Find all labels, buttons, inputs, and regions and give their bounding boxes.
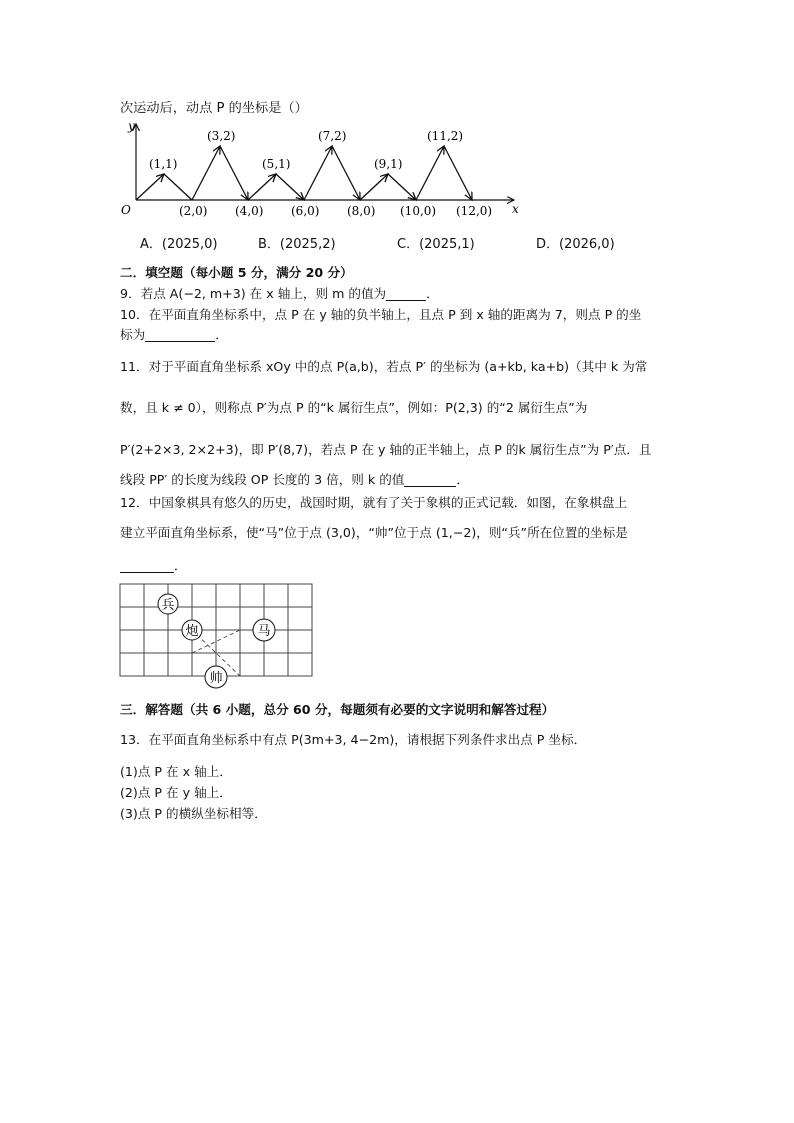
question-9-text: 9．若点 A(−2, m+3) 在 x 轴上，则 m 的值为 <box>120 286 387 301</box>
peak-label: (1,1) <box>149 157 178 171</box>
option-c[interactable]: C．(2025,1) <box>397 237 475 252</box>
bottom-label: (2,0) <box>179 204 208 218</box>
question-8-tail: 次运动后，动点 P 的坐标是（） <box>120 101 308 116</box>
option-b[interactable]: B．(2025,2) <box>258 237 336 252</box>
x-axis-label: x <box>512 202 519 216</box>
question-11-text: 线段 PP′ 的长度为线段 OP 长度的 3 倍，则 k 的值 <box>120 472 405 487</box>
option-d[interactable]: D．(2026,0) <box>536 237 615 252</box>
peak-label: (9,1) <box>374 157 403 171</box>
answer-blank[interactable] <box>120 558 174 573</box>
origin-label: O <box>121 203 131 217</box>
piece-ma-label: 马 <box>257 624 271 639</box>
question-12-line-2: 建立平面直角坐标系，使“马”位于点 (3,0)，“帅”位于点 (1,−2)，则“兵”所在位置的坐标是 <box>120 525 628 540</box>
bottom-label: (12,0) <box>456 204 493 218</box>
question-11-line-2: 数，且 k ≠ 0），则称点 P′为点 P 的“k 属衍生点”，例如：P(2,3) 的“2 属衍生点”为 <box>120 400 588 415</box>
zigzag-figure <box>118 118 538 228</box>
section-2-heading: 二．填空题（每小题 5 分，满分 20 分） <box>120 265 353 280</box>
question-10-line-2 <box>120 326 228 344</box>
answer-blank[interactable] <box>145 327 215 342</box>
question-13-part-2: (2)点 P 在 y 轴上． <box>120 785 232 800</box>
question-9 <box>120 285 439 303</box>
chess-board-figure <box>118 580 318 692</box>
question-10-end: ． <box>215 327 228 342</box>
question-10-text: 标为 <box>120 327 146 342</box>
question-13-part-3: (3)点 P 的横纵坐标相等． <box>120 806 267 821</box>
y-axis-label: y <box>128 119 135 133</box>
peak-label: (11,2) <box>427 129 464 143</box>
answer-options <box>140 233 660 251</box>
question-11-line-3: P′(2+2×3, 2×2+3)，即 P′(8,7)，若点 P 在 y 轴的正半轴上，点 P 的k 属衍生点”为 P′点．且 <box>120 442 652 457</box>
piece-shuai-label: 帅 <box>209 671 223 686</box>
zigzag-path <box>136 146 472 200</box>
piece-bing <box>158 594 178 614</box>
piece-pao-label: 炮 <box>185 624 199 639</box>
question-11-end: ． <box>456 472 469 487</box>
bottom-labels <box>179 204 492 218</box>
question-13-part-1: (1)点 P 在 x 轴上． <box>120 764 232 779</box>
peak-label: (7,2) <box>318 129 347 143</box>
bottom-label: (6,0) <box>291 204 320 218</box>
question-11-line-4 <box>120 471 469 489</box>
question-10-line-1: 10．在平面直角坐标系中，点 P 在 y 轴的负半轴上，且点 P 到 x 轴的距离为 7，则点 P 的坐 <box>120 307 642 322</box>
question-12-line-3 <box>120 557 187 575</box>
peak-label: (5,1) <box>262 157 291 171</box>
bottom-label: (4,0) <box>235 204 264 218</box>
piece-shuai <box>205 666 227 688</box>
bottom-label: (8,0) <box>347 204 376 218</box>
board-grid <box>120 584 312 676</box>
bottom-label: (10,0) <box>400 204 437 218</box>
question-11-line-1: 11．对于平面直角坐标系 xOy 中的点 P(a,b)，若点 P′ 的坐标为 (a+kb, ka+b)（其中 k 为常 <box>120 359 648 374</box>
answer-blank[interactable] <box>404 472 456 487</box>
piece-bing-label: 兵 <box>161 598 175 613</box>
question-12-line-1: 12．中国象棋具有悠久的历史，战国时期，就有了关于象棋的正式记载．如图，在象棋盘上 <box>120 495 628 510</box>
question-13-stem: 13．在平面直角坐标系中有点 P(3m+3, 4−2m)，请根据下列条件求出点 P 坐标． <box>120 732 587 747</box>
peak-label: (3,2) <box>207 129 236 143</box>
question-12-end: ． <box>174 558 187 573</box>
answer-blank[interactable] <box>386 286 426 301</box>
section-3-heading: 三．解答题（共 6 小题，总分 60 分，每题须有必要的文字说明和解答过程） <box>120 702 555 717</box>
question-9-end: ． <box>426 286 439 301</box>
option-a[interactable]: A．(2025,0) <box>140 237 218 252</box>
peak-labels <box>149 129 463 171</box>
piece-pao <box>182 620 202 640</box>
piece-ma <box>253 619 275 641</box>
